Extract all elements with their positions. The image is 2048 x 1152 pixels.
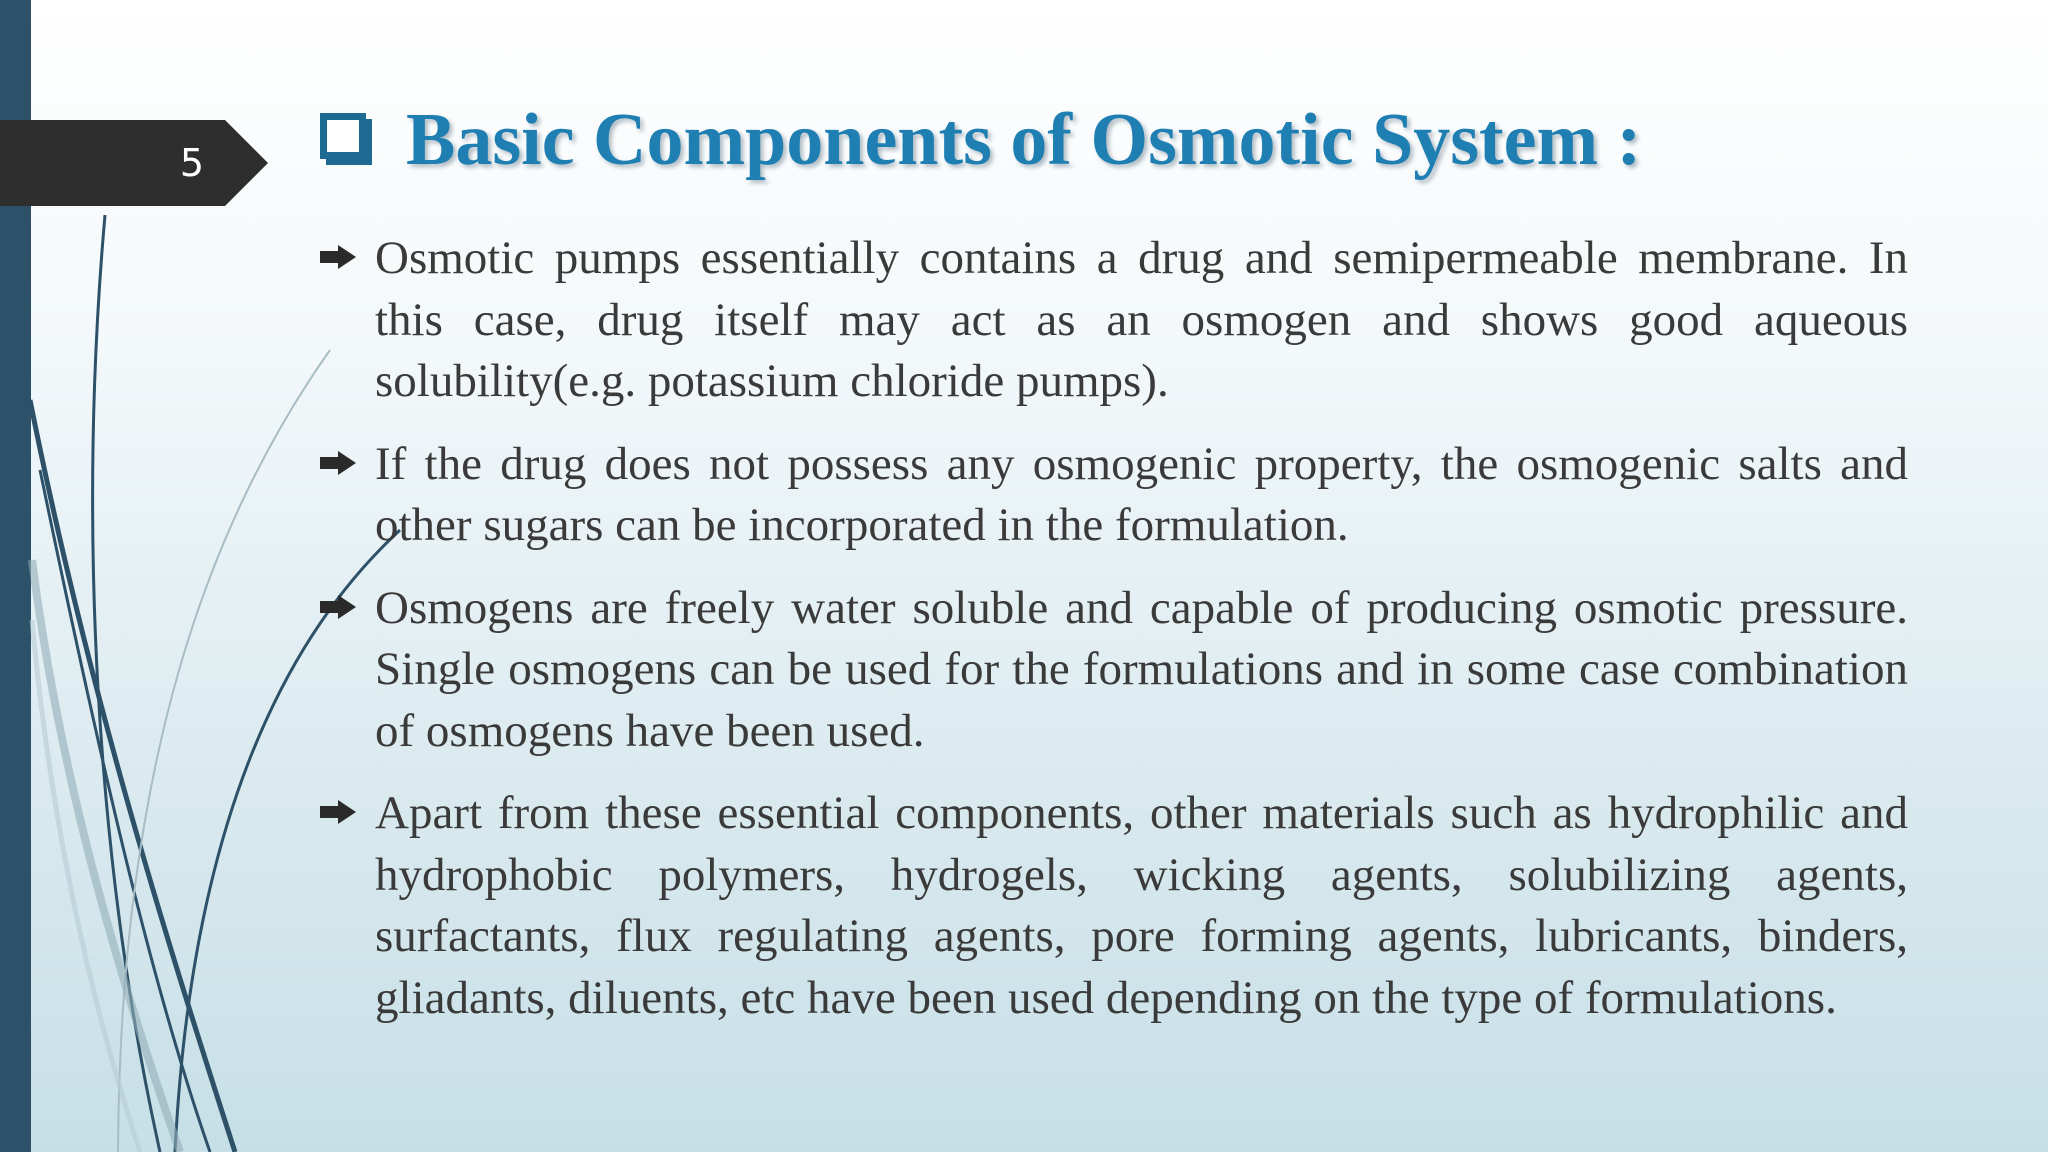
arrow-right-icon bbox=[318, 797, 358, 827]
bullet-text: Apart from these essential components, other materials such as hydrophilic and hydrophobic polymers, hydrogels, wicking agents, solubilizing agents, surfactants, flux regulating agents, pore forming agents, lubricants, binders, gliadants, diluents, etc have been used depending on the type of formulations. bbox=[375, 787, 1908, 1024]
arrow-right-icon bbox=[318, 592, 358, 622]
bullet-list bbox=[318, 228, 1908, 1050]
slide-title-text: Basic Components of Osmotic System : bbox=[406, 98, 1642, 181]
checkbox-square-icon bbox=[320, 113, 374, 167]
arrow-right-icon bbox=[318, 242, 358, 272]
slide-title bbox=[320, 95, 1641, 185]
bullet-text: If the drug does not possess any osmogenic property, the osmogenic salts and other sugars can be incorporated in the formulation. bbox=[375, 437, 1908, 551]
bullet-text: Osmotic pumps essentially contains a drug and semipermeable membrane. In this case, drug itself may act as an osmogen and shows good aqueous solubility(e.g. potassium chloride pumps). bbox=[375, 232, 1908, 407]
slide-number: 5 bbox=[179, 141, 205, 185]
bullet-text: Osmogens are freely water soluble and capable of producing osmotic pressure. Single osmogens can be used for the formulations and in some case combination of osmogens have been used. bbox=[375, 581, 1908, 757]
bullet-item bbox=[318, 434, 1908, 557]
arrow-right-icon bbox=[318, 448, 358, 478]
bullet-item bbox=[318, 228, 1908, 413]
bullet-item bbox=[318, 578, 1908, 763]
bullet-item bbox=[318, 783, 1908, 1029]
slide-number-tab bbox=[0, 120, 270, 206]
